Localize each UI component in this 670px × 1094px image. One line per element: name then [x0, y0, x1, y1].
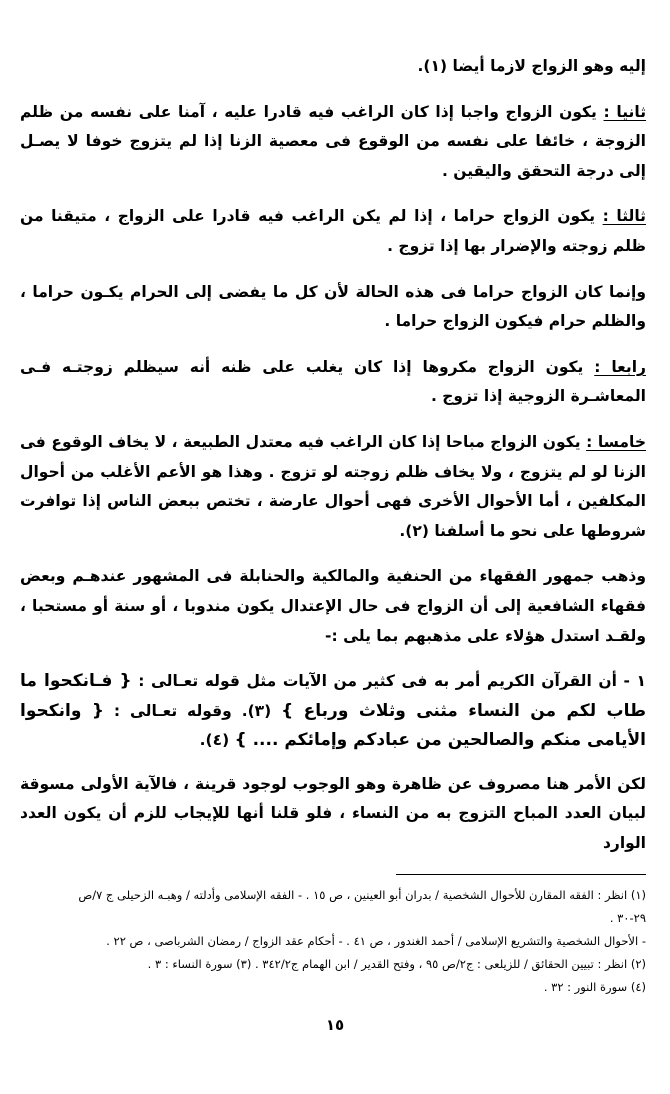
paragraph-last: لكن الأمر هنا مصروف عن ظاهرة وهو الوجوب لوجود قرينة ، فالآية الأولى مسوقة لبيان العدد المباح التزوج به من النساء ، فلو قلنا أنها للإيجاب للزم أن يكون العدد الوارد	[20, 774, 646, 853]
paragraph-lead: ثانيا :	[603, 102, 647, 121]
paragraph-lead: ثالثا :	[602, 207, 646, 226]
footnote-line: (٤) سورة النور : ٣٢ .	[543, 980, 646, 994]
quran-verse: { فـانكحوا ما طاب لكم من النساء مثنى وثلاث ورباع }	[20, 671, 646, 721]
paragraph-third: ثالثا : يكون الزواج حراما ، إذا لم يكن الراغب فيه قادرا على الزواج ، متيقنا من ظلم زوجته والإضرار بها إذا تزوج .	[20, 207, 646, 255]
footnote-line: - الأحوال الشخصية والتشريع الإسلامى / أحمد الغندور ، ص ٤١ . - أحكام عقد الزواج / رمضان الشرباصى ، ص ٢٢ .	[106, 934, 646, 948]
paragraph-continuation: إليه وهو الزواج لازما أيضا (١).	[417, 57, 646, 75]
paragraph-fifth: خامسا : يكون الزواج مباحا إذا كان الراغب فيه معتدل الطبيعة ، لا يخاف الوقوع فى الزنا لو لم يتزوج ، ولا يخاف ظلم زوجته لو تزوج . وهذا هو الأعم الأغلب من أحوال المكلفين ، أما الأحوال الأخرى فهى أحوال عارضة ، تختص ببعض الناس إذا توافرت شروطها على نحو ما أسلفنا (٢).	[20, 432, 646, 540]
footnote-line: (١) انظر : الفقه المقارن للأحوال الشخصية / بدران أبو العينين ، ص ١٥ . - الفقه الإسلامى وأدلته / وهبـه الزحيلى ج ٧/ص	[78, 888, 646, 902]
main-text	[20, 52, 646, 875]
paragraph-lead: خامسا :	[586, 432, 646, 451]
quran-verse: { وانكحوا الأيامى منكم والصالحين من عبادكم وإمائكم .... }	[20, 700, 646, 751]
footnote-divider	[396, 874, 646, 875]
footnote-line: (٢) انظر : تبيين الحقائق / للزيلعى : ج٢/ص ٩٥ ، وفتح القدير / ابن الهمام ج٣٤٢/٢ . (٣) سورة النساء : ٣ .	[147, 957, 646, 971]
paragraph-quran-evidence: ١ - أن القرآن الكريم أمر به فى كثير من الآيات مثل قوله تعـالى : { فـانكحوا ما طاب لكم من النساء مثنى وثلاث ورباع } (٣). وقوله تعـالى : { وانكحوا الأيامى منكم والصالحين من عبادكم وإمائكم .... } (٤).	[20, 671, 646, 751]
page-number: ١٥	[325, 1016, 345, 1034]
paragraph-majority-view: وذهب جمهور الفقهاء من الحنفية والمالكية والحنابلة فى المشهور عندهـم وبعض فقهاء الشافعية إلى أن الزواج فى حال الإعتدال يكون مندوبا ، أو سنة أو مستحبا ، ولقـد استدل هؤلاء على مذهبهم بما يلى :-	[20, 567, 646, 645]
paragraph-explanation: وإنما كان الزواج حراما فى هذه الحالة لأن كل ما يفضى إلى الحرام يكـون حراما ، والظلم حرام فيكون الزواج حراما .	[20, 282, 646, 331]
paragraph-fourth: رابعا : يكون الزواج مكروها إذا كان يغلب على ظنه أنه سيظلم زوجتـه فـى المعاشـرة الزوجية إذا تزوج .	[20, 357, 646, 406]
paragraph-second: ثانيا : يكون الزواج واجبا إذا كان الراغب فيه قادرا عليه ، آمنا على نفسه من ظلم الزوجة ، خائفا على نفسه من الوقوع فى معصية الزنا إذا لم يتزوج خوفا لا يصـل إلى درجة التحقق واليقين .	[20, 102, 647, 180]
paragraph-lead: رابعا :	[594, 357, 646, 376]
footnote-line: ٢٩-٣٠ .	[609, 911, 646, 925]
footnotes	[20, 884, 646, 999]
